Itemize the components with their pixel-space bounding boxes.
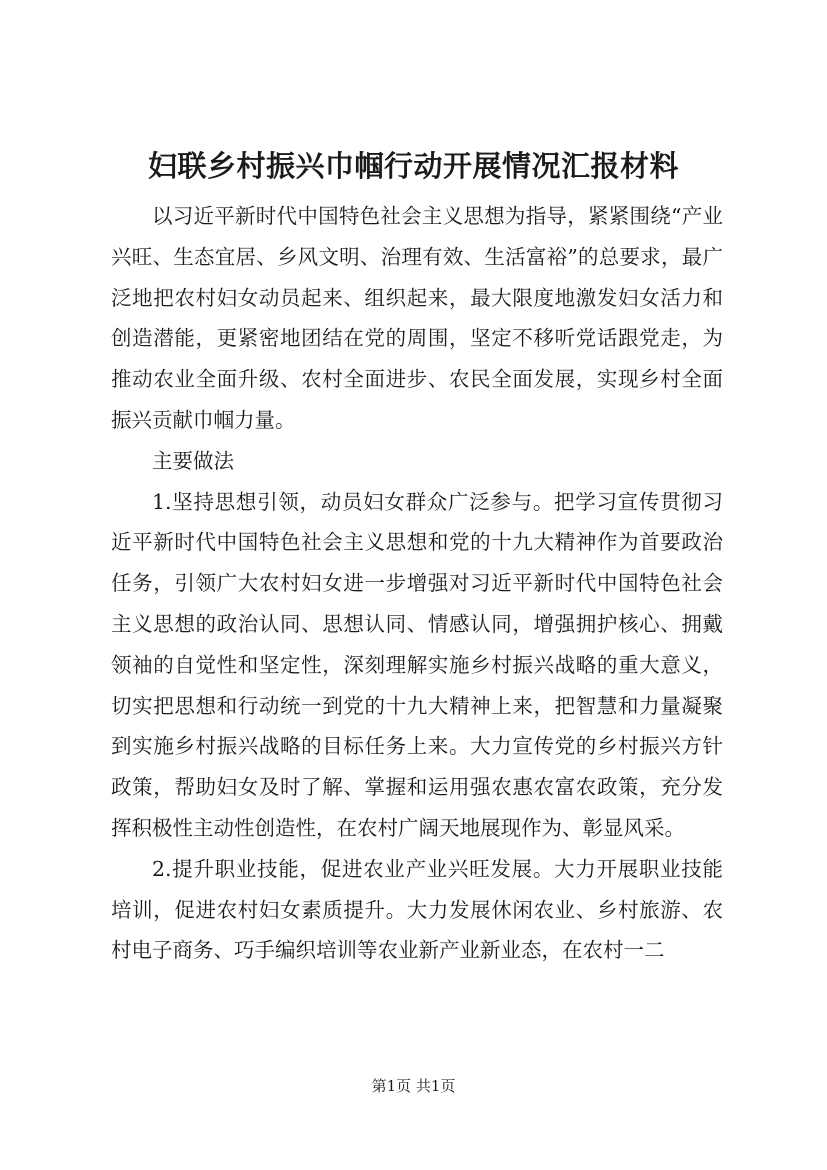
- intro-paragraph: 以习近平新时代中国特色社会主义思想为指导，紧紧围绕“产业兴旺、生态宜居、乡风文明、治理有效、生活富裕”的总要求，最广泛地把农村妇女动员起来、组织起来，最大限度地激发妇女活力和创造潜能，更紧密地团结在党的周围，坚定不移听党话跟党走，为推动农业全面升级、农村全面进步、农民全面发展，实现乡村全面振兴贡献巾帼力量。: [111, 204, 723, 432]
- point-2-paragraph: 2.提升职业技能，促进农业产业兴旺发展。大力开展职业技能培训，促进农村妇女素质提升。大力发展休闲农业、乡村旅游、农村电子商务、巧手编织培训等农业新产业新业态，在农村一二: [111, 856, 723, 963]
- section-heading: 主要做法: [152, 448, 234, 473]
- document-title: 妇联乡村振兴巾帼行动开展情况汇报材料: [147, 149, 679, 183]
- document-body: [111, 196, 723, 971]
- point-1-paragraph: 1.坚持思想引领，动员妇女群众广泛参与。把学习宣传贯彻习近平新时代中国特色社会主义思想和党的十九大精神作为首要政治任务，引领广大农村妇女进一步增强对习近平新时代中国特色社会主义思想的政治认同、思想认同、情感认同，增强拥护核心、拥戴领袖的自觉性和坚定性，深刻理解实施乡村振兴战略的重大意义，切实把思想和行动统一到党的十九大精神上来，把智慧和力量凝聚到实施乡村振兴战略的目标任务上来。大力宣传党的乡村振兴方针政策，帮助妇女及时了解、掌握和运用强农惠农富农政策，充分发挥积极性主动性创造性，在农村广阔天地展现作为、彰显风采。: [111, 489, 723, 840]
- page-footer: 第1页 共1页: [371, 1077, 456, 1095]
